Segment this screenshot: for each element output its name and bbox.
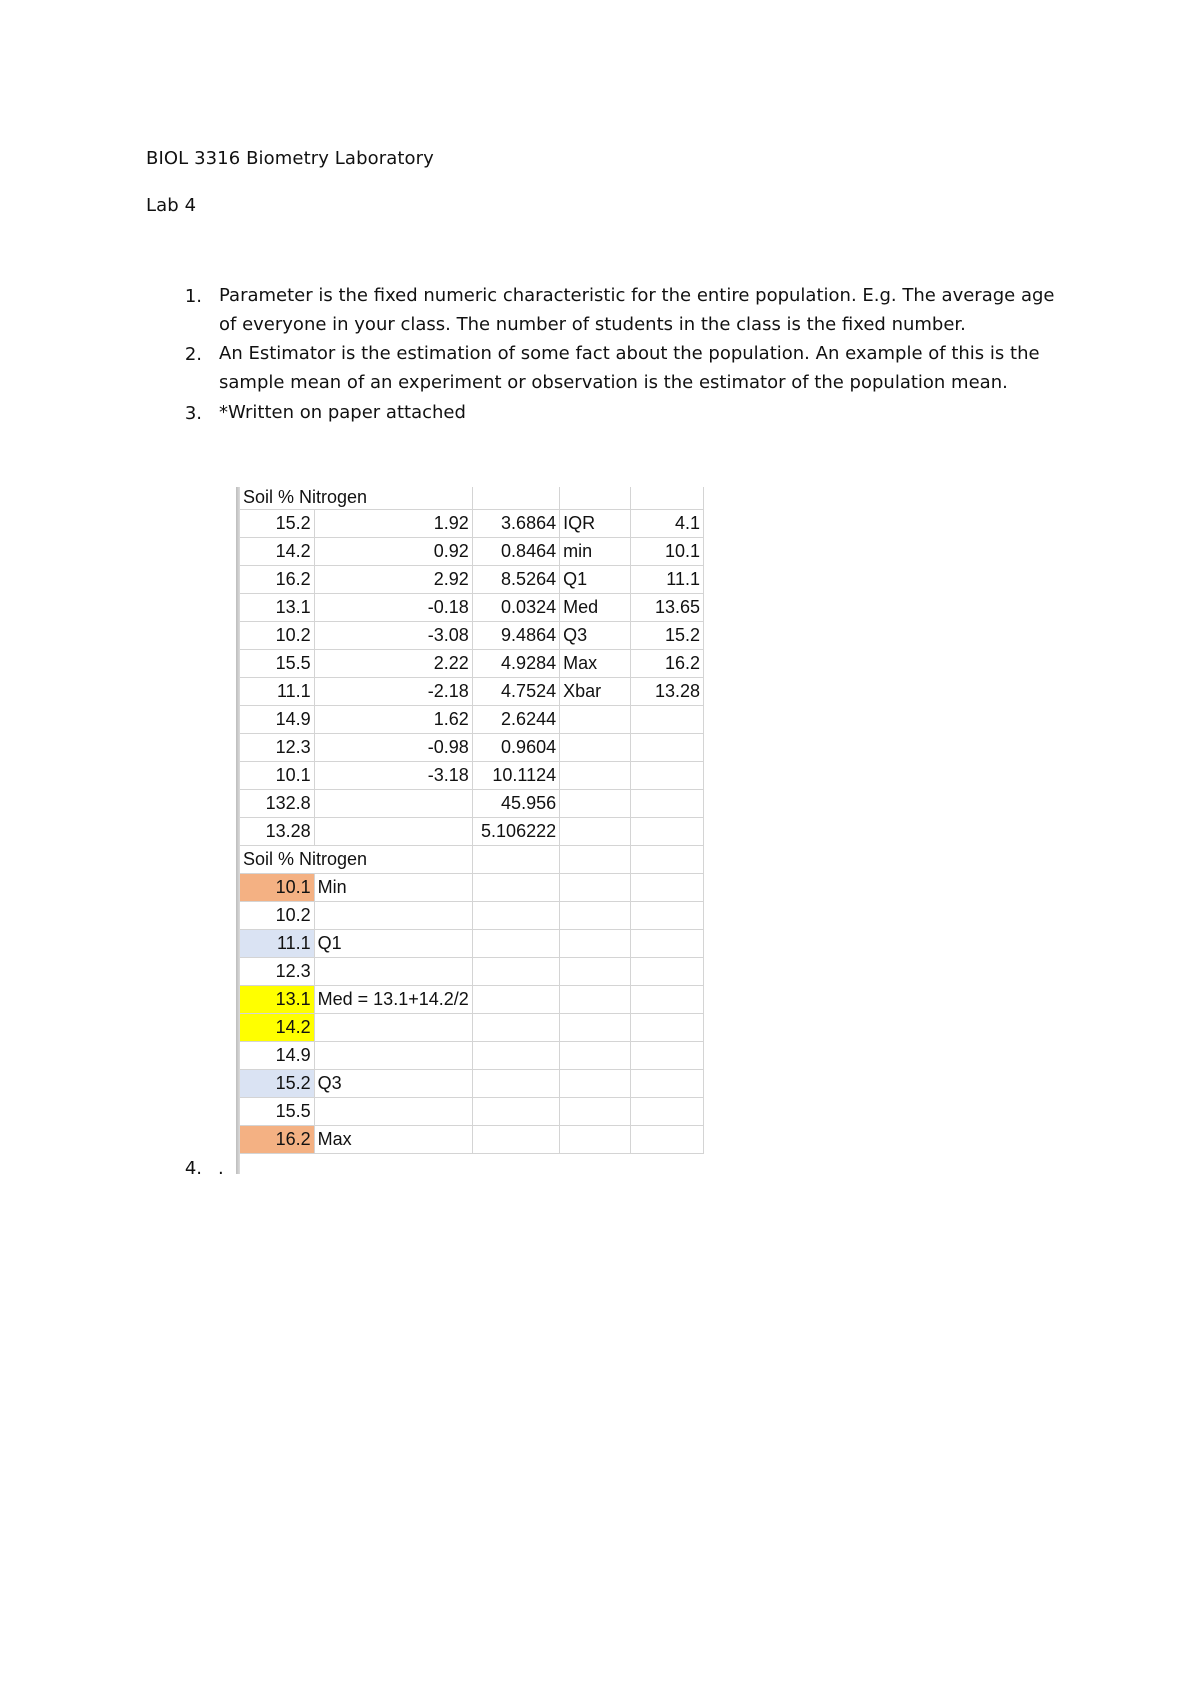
table-cell [314, 901, 472, 929]
table-cell: 10.1 [240, 873, 314, 901]
table-cell [631, 985, 704, 1013]
table-cell: Med [560, 593, 631, 621]
table-cell: min [560, 537, 631, 565]
table-cell: 4.1 [631, 509, 704, 537]
table-cell [560, 957, 631, 985]
table-cell: 8.5264 [472, 565, 559, 593]
table-row [240, 1013, 704, 1041]
course-title: BIOL 3316 Biometry Laboratory [146, 148, 434, 169]
table-cell [314, 1013, 472, 1041]
table-row [240, 537, 704, 565]
table-cell: 3.6864 [472, 509, 559, 537]
table-cell: 14.9 [240, 705, 314, 733]
table-cell [560, 817, 631, 845]
table-cell [472, 873, 559, 901]
table-cell [560, 1069, 631, 1097]
table-cell: 14.2 [240, 1013, 314, 1041]
table-cell: 13.65 [631, 593, 704, 621]
table-row [240, 873, 704, 901]
table-cell [314, 789, 472, 817]
answer-number: 4. [184, 1158, 202, 1179]
table-cell [560, 1097, 631, 1125]
table-cell [560, 705, 631, 733]
table-cell [560, 985, 631, 1013]
table-cell: -3.08 [314, 621, 472, 649]
table-cell: 15.5 [240, 649, 314, 677]
table-cell: 10.1 [631, 537, 704, 565]
table-row [240, 1097, 704, 1125]
table-cell [560, 901, 631, 929]
table-cell [472, 985, 559, 1013]
table-cell: Q1 [560, 565, 631, 593]
table-cell: 4.7524 [472, 677, 559, 705]
table-row [240, 649, 704, 677]
table-cell: 14.9 [240, 1041, 314, 1069]
table-cell: 0.0324 [472, 593, 559, 621]
answer-text: An Estimator is the estimation of some fact about the population. An example of this is the sample mean of an experiment or observation is the estimator of the population mean. [219, 343, 1040, 393]
table-cell: 132.8 [240, 789, 314, 817]
table-cell: Min [314, 873, 472, 901]
table-cell: 16.2 [240, 565, 314, 593]
table-cell [631, 789, 704, 817]
table-cell: 13.1 [240, 593, 314, 621]
table-cell: 0.92 [314, 537, 472, 565]
table-cell: Q3 [560, 621, 631, 649]
table-cell [472, 1013, 559, 1041]
table-cell: 2.92 [314, 565, 472, 593]
table-cell [472, 929, 559, 957]
table-cell [560, 1041, 631, 1069]
table-cell: 12.3 [240, 957, 314, 985]
table-row [240, 761, 704, 789]
table-cell [631, 1069, 704, 1097]
table-cell: 10.1124 [472, 761, 559, 789]
table-cell [560, 1013, 631, 1041]
lab-number: Lab 4 [146, 195, 197, 216]
table-cell [631, 957, 704, 985]
table-row [240, 565, 704, 593]
table-cell: 15.5 [240, 1097, 314, 1125]
answer-text: . [218, 1158, 224, 1179]
table-cell: 2.22 [314, 649, 472, 677]
table-cell: 4.9284 [472, 649, 559, 677]
table-cell [560, 1125, 631, 1153]
table-cell: Soil % Nitrogen [240, 487, 472, 509]
table-cell [472, 487, 559, 509]
table-cell: 12.3 [240, 733, 314, 761]
table-row [240, 621, 704, 649]
table-cell [560, 929, 631, 957]
table-cell [314, 1097, 472, 1125]
table-cell: 9.4864 [472, 621, 559, 649]
table-row [240, 487, 704, 509]
table-cell [560, 873, 631, 901]
table-row [240, 509, 704, 537]
table-cell [631, 1041, 704, 1069]
table-row [240, 985, 704, 1013]
table-cell: 15.2 [240, 1069, 314, 1097]
table-cell [631, 487, 704, 509]
table-cell: 14.2 [240, 537, 314, 565]
table-row [240, 789, 704, 817]
table-cell [314, 1041, 472, 1069]
table-cell [314, 957, 472, 985]
table-cell: 10.2 [240, 901, 314, 929]
table-cell [631, 733, 704, 761]
table-cell: 1.62 [314, 705, 472, 733]
table-cell [472, 1041, 559, 1069]
table-cell [631, 1125, 704, 1153]
table-cell: 10.1 [240, 761, 314, 789]
table-cell [631, 705, 704, 733]
table-cell [631, 1013, 704, 1041]
table-row [240, 901, 704, 929]
table-cell: Xbar [560, 677, 631, 705]
table-cell: 13.28 [240, 817, 314, 845]
table-cell: -3.18 [314, 761, 472, 789]
table-row [240, 705, 704, 733]
table-cell: 10.2 [240, 621, 314, 649]
table-cell [631, 817, 704, 845]
spreadsheet-screenshot [236, 487, 704, 1174]
table-cell [631, 761, 704, 789]
table-cell: 1.92 [314, 509, 472, 537]
table-cell: -0.18 [314, 593, 472, 621]
table-cell [560, 761, 631, 789]
table-row [240, 677, 704, 705]
answer-number: 2. [184, 344, 202, 365]
table-cell [560, 845, 631, 873]
table-cell [472, 901, 559, 929]
table-cell: 0.8464 [472, 537, 559, 565]
table-cell: Soil % Nitrogen [240, 845, 472, 873]
table-cell [314, 817, 472, 845]
table-cell [631, 929, 704, 957]
table-row [240, 957, 704, 985]
table-cell: 5.106222 [472, 817, 559, 845]
table-cell: 16.2 [631, 649, 704, 677]
answer-text: *Written on paper attached [219, 402, 466, 423]
answer-text: Parameter is the fixed numeric characteristic for the entire population. E.g. The average age of everyone in your class. The number of students in the class is the fixed number. [219, 285, 1055, 335]
table-row [240, 1125, 704, 1153]
table-row [240, 817, 704, 845]
table-cell: 2.6244 [472, 705, 559, 733]
table-cell [631, 845, 704, 873]
table-cell: IQR [560, 509, 631, 537]
table-cell: 13.1 [240, 985, 314, 1013]
table-cell: 11.1 [240, 929, 314, 957]
table-cell [472, 957, 559, 985]
table-cell [472, 845, 559, 873]
table-cell [631, 873, 704, 901]
table-row [240, 593, 704, 621]
table-cell [472, 1125, 559, 1153]
table-cell [560, 789, 631, 817]
table-cell: Q3 [314, 1069, 472, 1097]
table-row [240, 1041, 704, 1069]
table-cell: -0.98 [314, 733, 472, 761]
table-cell [560, 487, 631, 509]
table-cell: 11.1 [631, 565, 704, 593]
table-cell: 16.2 [240, 1125, 314, 1153]
table-cell: Max [560, 649, 631, 677]
table-cell: 11.1 [240, 677, 314, 705]
table-row [240, 845, 704, 873]
answer-number: 3. [184, 403, 202, 424]
table-row [240, 929, 704, 957]
table-cell: 15.2 [631, 621, 704, 649]
table-cell: 45.956 [472, 789, 559, 817]
table-cell: 13.28 [631, 677, 704, 705]
table-cell: 15.2 [240, 509, 314, 537]
table-cell: 0.9604 [472, 733, 559, 761]
table-cell [631, 901, 704, 929]
answer-number: 1. [184, 286, 202, 307]
table-cell [472, 1097, 559, 1125]
table-row [240, 1069, 704, 1097]
table-row [240, 733, 704, 761]
table-cell [560, 733, 631, 761]
table-cell: Max [314, 1125, 472, 1153]
table-cell [472, 1069, 559, 1097]
table-cell: Q1 [314, 929, 472, 957]
soil-nitrogen-table [240, 487, 704, 1154]
table-cell: Med = 13.1+14.2/2 [314, 985, 472, 1013]
table-cell [631, 1097, 704, 1125]
table-cell: -2.18 [314, 677, 472, 705]
